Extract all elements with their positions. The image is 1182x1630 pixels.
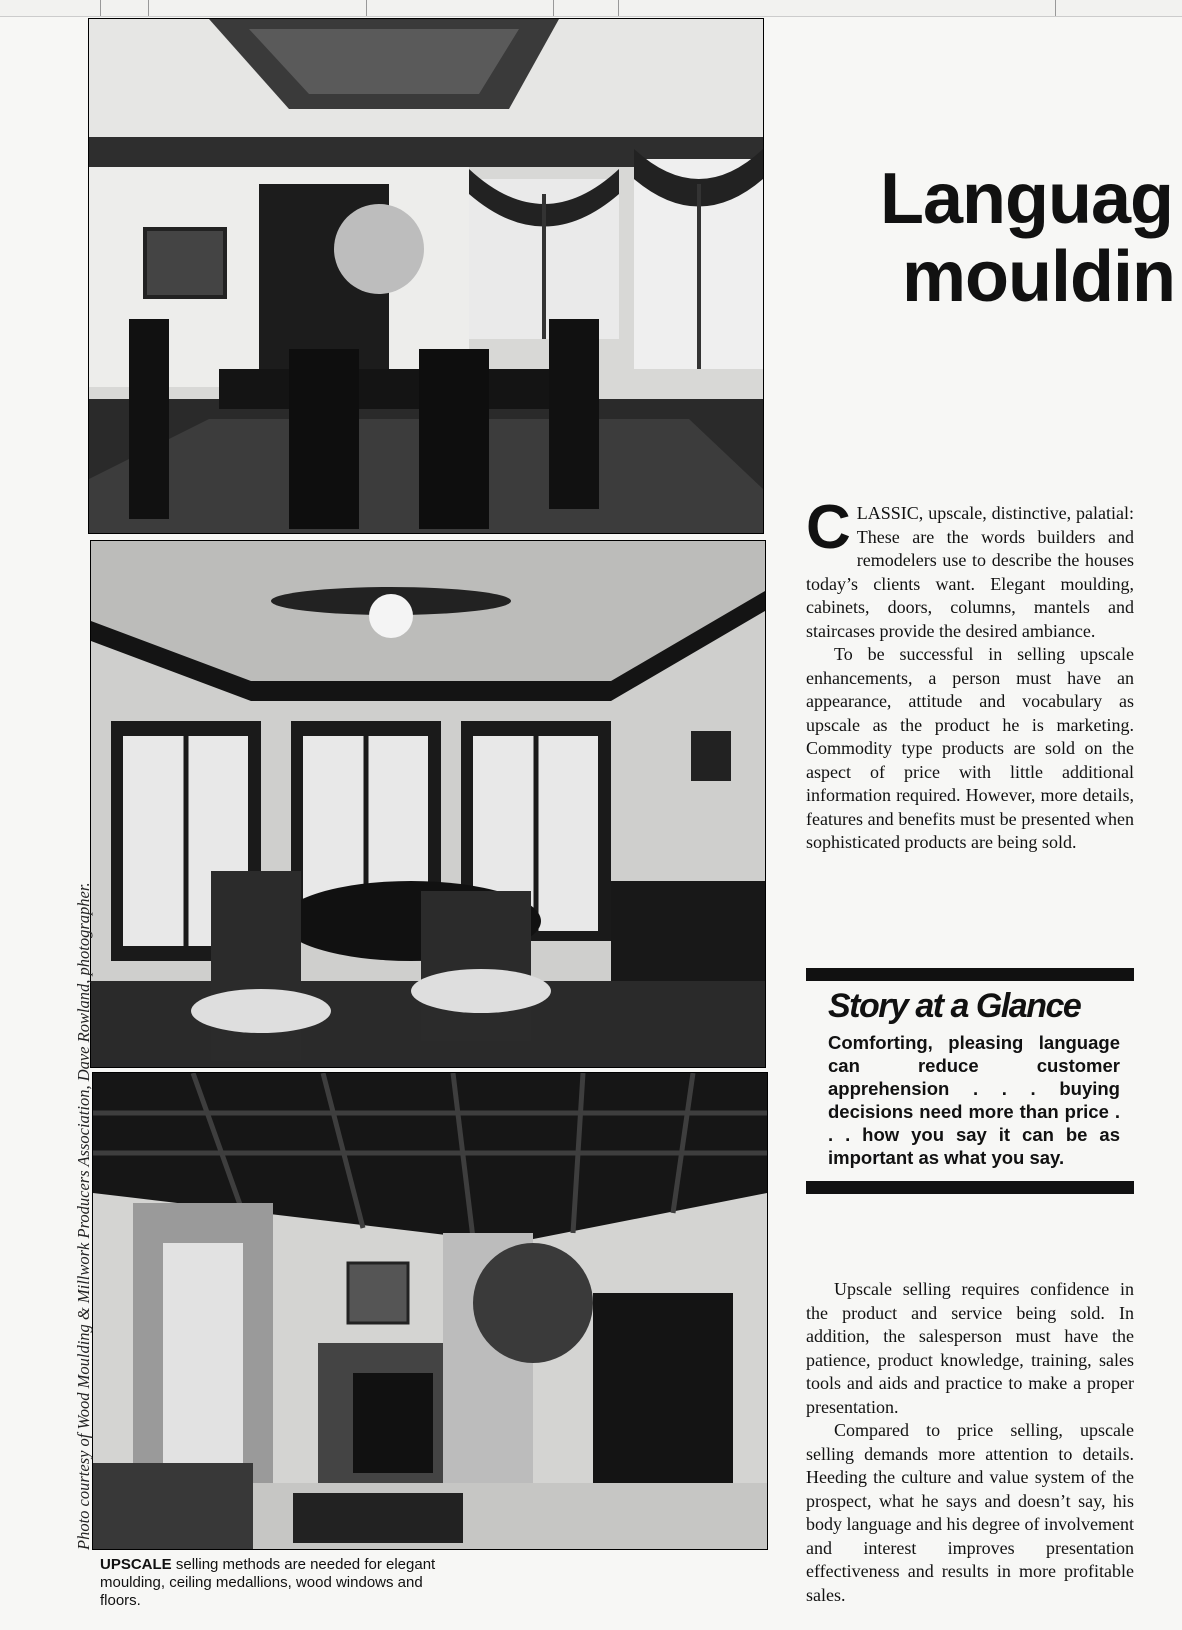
glance-top-bar (806, 968, 1134, 981)
intro-column (806, 493, 1134, 855)
photo-caption (100, 1556, 440, 1610)
glance-title: Story at a Glance (828, 987, 1081, 1025)
caption-text: selling methods are needed for elegant moulding, ceiling medallions, wood windows and floors. (100, 1556, 436, 1609)
photo-breakfast-nook-ceiling-fan (90, 540, 766, 1068)
body-paragraph-2: To be successful in selling upscale enhancements, a person must have an appearance, attitude and vocabulary as upscale as the product he is marketing. Commodity type products are sold on the aspect of price with little additional information required. However, more details, features and benefits must be presented when sophisticated products are being sold. (806, 644, 1134, 852)
intro-paragraph (806, 493, 1134, 643)
caption-lead: UPSCALE (100, 1556, 172, 1573)
photo-dining-room-ceiling-medallion (88, 18, 764, 534)
headline-line-1: Languag (880, 159, 1173, 239)
intro-text: LASSIC, upscale, distinctive, palatial: These are the words builders and remodelers use to describe the houses today’s clients want. Elegant moulding, cabinets, doors, columns, mantels and staircases provide the desired ambiance. (806, 503, 1134, 641)
drop-cap: C (806, 493, 851, 562)
page-top-rule (0, 0, 1182, 17)
photo-credit: Photo courtesy of Wood Moulding & Millwork Producers Association, Dave Rowland, photographer. (74, 882, 93, 1550)
photo-living-room-coffered-ceiling (92, 1072, 768, 1550)
glance-bottom-bar (806, 1181, 1134, 1194)
body-column-lower (806, 1278, 1134, 1607)
headline-line-2: mouldin (902, 237, 1175, 317)
body-paragraph-4: Compared to price selling, upscale selling demands more attention to details. Heeding the culture and value system of the prospect, what he says and doesn’t say, his body language and his degree of involvement and interest improves presentation effectiveness and results in more profitable sales. (806, 1420, 1134, 1605)
body-paragraph-3: Upscale selling requires confidence in the product and service being sold. In addition, the salesperson must have the patience, product knowledge, training, sales tools and aids and practice to make a proper presentation. (806, 1279, 1134, 1417)
story-at-a-glance-box (806, 968, 1134, 1194)
glance-text: Comforting, pleasing language can reduce customer apprehension . . . buying decisions need more than price . . . how you say it can be as important as what you say. (828, 1032, 1120, 1168)
article-headline (880, 160, 1182, 316)
